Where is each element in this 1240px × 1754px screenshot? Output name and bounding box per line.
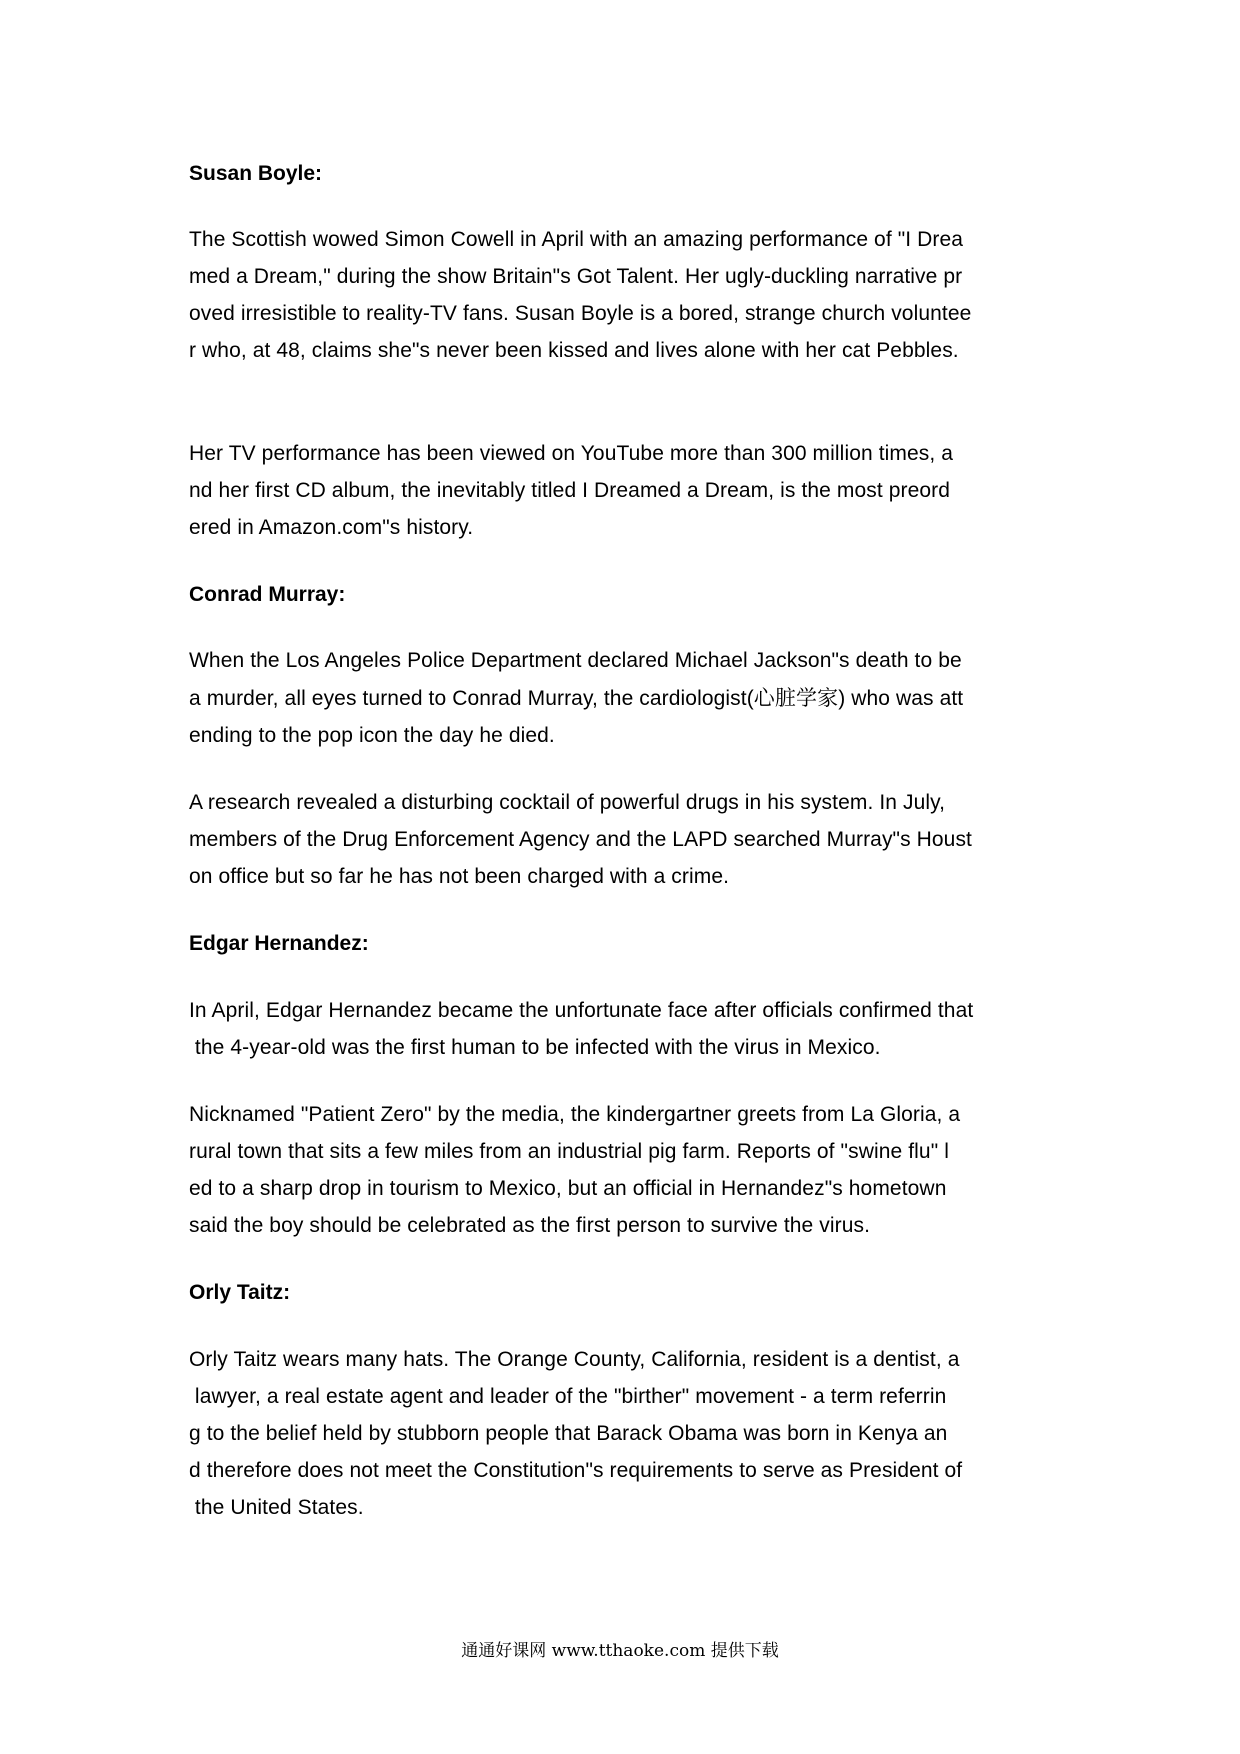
text-line: g to the belief held by stubborn people that Barack Obama was born in Kenya an [189, 1422, 948, 1445]
text-line: In April, Edgar Hernandez became the unfortunate face after officials confirmed that [189, 999, 974, 1022]
text-line: Orly Taitz wears many hats. The Orange County, California, resident is a dentist, a [189, 1348, 960, 1371]
text-line: A research revealed a disturbing cocktail of powerful drugs in his system. In July, [189, 791, 946, 814]
text-line: the United States. [189, 1496, 364, 1519]
text-line: med a Dream," during the show Britain"s Got Talent. Her ugly-duckling narrative pr [189, 265, 963, 288]
section-heading-conrad-murray: Conrad Murray: [189, 583, 346, 606]
text-line: oved irresistible to reality-TV fans. Susan Boyle is a bored, strange church voluntee [189, 302, 972, 325]
text-line: Nicknamed "Patient Zero" by the media, the kindergartner greets from La Gloria, a [189, 1103, 961, 1126]
text-line: lawyer, a real estate agent and leader of the "birther" movement - a term referrin [189, 1385, 947, 1408]
text-line: When the Los Angeles Police Department declared Michael Jackson"s death to be [189, 649, 962, 672]
section-heading-orly-taitz: Orly Taitz: [189, 1281, 291, 1304]
text-line: ending to the pop icon the day he died. [189, 724, 555, 747]
text-line: The Scottish wowed Simon Cowell in April with an amazing performance of "I Drea [189, 228, 964, 251]
section-heading-susan-boyle: Susan Boyle: [189, 162, 323, 185]
page-footer: 通通好课网 www.tthaoke.com 提供下载 [461, 1641, 779, 1661]
text-line: members of the Drug Enforcement Agency and the LAPD searched Murray"s Houst [189, 828, 972, 851]
section-heading-edgar-hernandez: Edgar Hernandez: [189, 932, 369, 955]
text-line: rural town that sits a few miles from an industrial pig farm. Reports of "swine flu" l [189, 1140, 949, 1163]
text-line: Her TV performance has been viewed on YouTube more than 300 million times, a [189, 442, 954, 465]
text-line: d therefore does not meet the Constitution"s requirements to serve as President of [189, 1459, 963, 1482]
text-line: ed to a sharp drop in tourism to Mexico, but an official in Hernandez"s hometown [189, 1177, 947, 1200]
text-line: ered in Amazon.com"s history. [189, 516, 474, 539]
text-line: a murder, all eyes turned to Conrad Murray, the cardiologist(心脏学家) who was att [189, 687, 964, 710]
text-line: the 4-year-old was the first human to be infected with the virus in Mexico. [189, 1036, 881, 1059]
text-line: said the boy should be celebrated as the first person to survive the virus. [189, 1214, 871, 1237]
text-line: on office but so far he has not been charged with a crime. [189, 865, 730, 888]
text-line: r who, at 48, claims she"s never been kissed and lives alone with her cat Pebbles. [189, 339, 959, 362]
text-line: nd her first CD album, the inevitably titled I Dreamed a Dream, is the most preord [189, 479, 951, 502]
